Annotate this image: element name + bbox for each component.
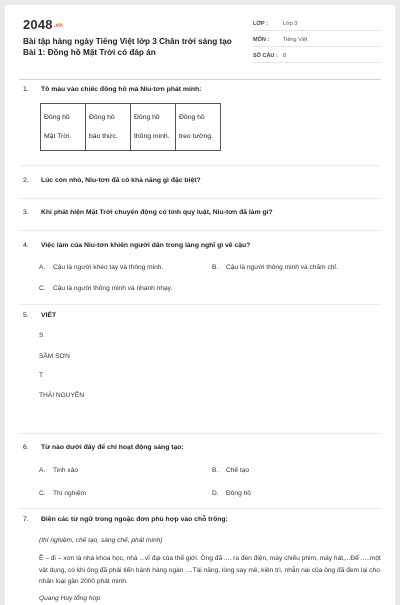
worksheet-title: Bài tập hàng ngày Tiếng Việt lớp 3 Chân trời sáng tạo Bài 1: Đồng hồ Mặt Trời có đáp án (23, 37, 232, 57)
question-divider (19, 198, 381, 199)
question-number: 1. (23, 86, 29, 93)
option-text: Cậu là người thông minh và chăm chỉ. (226, 264, 338, 271)
worksheet-header (5, 5, 395, 75)
option-text: Cậu là người thông minh và nhanh nhạy. (53, 285, 173, 292)
meta-key: MÔN : (253, 36, 270, 43)
option-text: Chế tạo (226, 467, 250, 474)
option-letter: D. (212, 490, 219, 497)
question-text: Khi phát hiện Mặt Trời chuyển động có tính quy luật, Niu-tơn đã làm gì? (41, 209, 273, 216)
question-text: Điền các từ ngữ trong ngoặc đơn phù hợp vào chỗ trống: (41, 516, 228, 523)
option-text: Đồng hồ (226, 490, 251, 497)
answer-option-d[interactable] (212, 490, 251, 497)
question-text: Tô màu vào chiếc đồng hồ mà Niu-tơn phát minh: (41, 86, 202, 93)
option-letter: A. (39, 264, 46, 271)
answer-option-c[interactable] (39, 285, 172, 292)
meta-row-count (253, 49, 381, 63)
question-text: Lúc còn nhỏ, Niu-tơn đã có khả năng gì đặc biệt? (41, 177, 201, 184)
header-divider (19, 79, 381, 80)
option-text: Tinh xảo (53, 467, 79, 474)
option-letter: C. (39, 490, 46, 497)
question-number: 7. (23, 516, 29, 523)
meta-key: SỐ CÂU : (253, 52, 278, 59)
question-number: 2. (23, 177, 29, 184)
meta-value: Lớp 3 (283, 20, 298, 27)
clock-cell[interactable]: Đồng hồ thông minh. (131, 104, 176, 151)
question-divider (19, 165, 381, 166)
answer-option-a[interactable] (39, 264, 163, 271)
clock-options-table (40, 103, 221, 151)
answer-option-a[interactable] (39, 467, 78, 474)
question-divider (19, 433, 381, 434)
meta-value: 8 (283, 52, 287, 59)
meta-row-class (253, 17, 381, 31)
question-text: Từ nào dưới đây để chỉ hoạt động sáng tạo: (41, 444, 184, 451)
writing-line: T (39, 372, 44, 379)
meta-key: LỚP : (253, 20, 268, 27)
question-divider (19, 304, 381, 305)
answer-option-c[interactable] (39, 490, 86, 497)
question-number: 6. (23, 444, 29, 451)
question-text: Việc làm của Niu-tơn khiến người dân trong làng nghĩ gì về cậu? (41, 242, 251, 249)
option-text: Thí nghiệm (53, 490, 86, 497)
question-number: 3. (23, 209, 29, 216)
writing-line: THÁI NGUYÊN (39, 392, 85, 399)
site-logo[interactable]: 2048.vn (23, 17, 64, 32)
question-divider (19, 508, 381, 509)
answer-option-b[interactable] (212, 264, 338, 271)
fill-blank-paragraph: Ê – đi – xơn là nhà khoa học, nhà ...vĩ đại của thế giới. Ông đã .... ra đèn điện, máy chiếu phim, máy hát,...Để .....một vật dụng, có khi ông đã phải tiến hành hàng ngàn ....Tài năng, lòng say mê, kiên trì, nhẫn nại của ông đã đem lại cho nhân loại gần 2000 phát minh. (39, 555, 381, 585)
writing-line: SẦM SƠN (39, 353, 70, 360)
word-bank-hint: (thí nghiệm, chế tạo, sáng chế, phát minh) (39, 537, 163, 544)
option-letter: C. (39, 285, 46, 292)
option-text: Cậu là người khéo tay và thông minh. (53, 264, 164, 271)
clock-cell[interactable]: Đồng hồ Mặt Trời. (41, 104, 86, 151)
meta-value: Tiếng Việt (283, 36, 308, 43)
question-number: 5. (23, 312, 29, 319)
source-credit: Quang Huy tổng hợp (39, 595, 101, 602)
answer-option-b[interactable] (212, 467, 249, 474)
clock-cell[interactable]: Đồng hồ báo thức. (86, 104, 131, 151)
clock-cell[interactable]: Đồng hồ treo tường. (176, 104, 221, 151)
option-letter: A. (39, 467, 46, 474)
question-divider (19, 230, 381, 231)
meta-row-subject (253, 33, 381, 47)
question-number: 4. (23, 242, 29, 249)
worksheet-page (5, 5, 395, 605)
question-text: VIẾT (41, 312, 57, 319)
writing-line: S (39, 332, 44, 339)
option-letter: B. (212, 264, 219, 271)
option-letter: B. (212, 467, 219, 474)
worksheet-meta (253, 17, 381, 65)
